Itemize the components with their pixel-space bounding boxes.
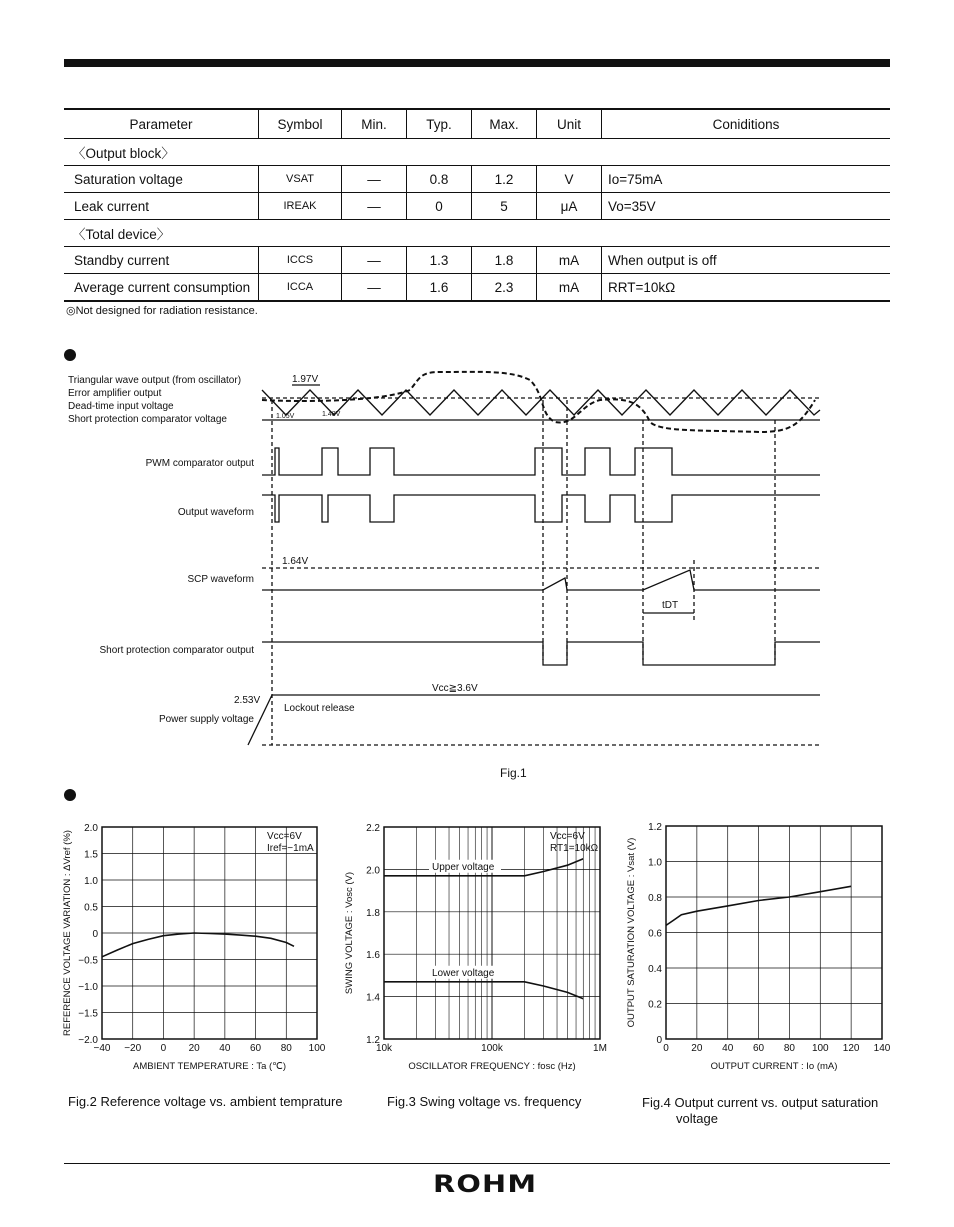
cell-min: — [342,247,407,274]
cell-min: — [342,274,407,302]
fig3-caption: Fig.3 Swing voltage vs. frequency [387,1094,582,1109]
y-tick-label: −1.5 [78,1008,98,1020]
y-tick-label: 0 [92,929,98,940]
value-253v: 2.53V [234,695,261,706]
electrical-characteristics-table [64,108,890,302]
x-axis-label: OSCILLATOR FREQUENCY : fosc (Hz) [408,1061,576,1072]
series-label: Lower voltage [432,967,495,979]
x-tick-label: 60 [250,1043,262,1054]
y-tick-label: 1.4 [366,992,380,1004]
cell-symbol: IREAK [259,193,342,220]
x-tick-label: −40 [93,1043,111,1054]
table-header-row [64,109,890,139]
label-deadtime: Dead-time input voltage [68,401,174,412]
section-bullet-icon [64,789,76,801]
table-group-row [64,220,890,247]
x-tick-label: 0 [663,1043,669,1054]
value-105v: 1.05V [276,413,295,420]
spc-output-wave [262,642,820,665]
cell-min: — [342,166,407,193]
annotation: Vcc=6V [550,831,585,842]
fig4-caption-line2: voltage [676,1111,718,1126]
cell-cond: When output is off [602,247,891,274]
cell-typ: 0 [407,193,472,220]
y-axis-label: REFERENCE VOLTAGE VARIATION : ΔVref (%) [62,830,73,1036]
value-148v: 1.48V [322,411,341,418]
cell-cond: Io=75mA [602,166,891,193]
header-unit: Unit [537,109,602,139]
x-tick-label: 40 [722,1043,734,1054]
group-label: 〈Output block〉 [64,139,890,166]
annotation: Iref=−1mA [267,843,314,854]
table-group-row [64,139,890,166]
annotation: RT1=10kΩ [550,843,599,854]
x-axis-label: OUTPUT CURRENT : Io (mA) [710,1061,838,1072]
cell-symbol: ICCA [259,274,342,302]
pwm-output-wave [262,448,820,475]
x-tick-label: 40 [219,1043,231,1054]
cell-unit: mA [537,274,602,302]
series-line [384,982,583,999]
y-tick-label: 1.2 [648,822,662,833]
y-tick-label: 1.2 [366,1035,380,1046]
x-axis-label: AMBIENT TEMPERATURE : Ta (℃) [132,1061,287,1072]
y-tick-label: 1.8 [366,907,380,919]
group-label: 〈Total device〉 [64,220,890,247]
y-tick-label: −2.0 [78,1035,98,1046]
y-tick-label: 1.0 [84,876,98,887]
x-tick-label: 140 [873,1043,891,1054]
y-tick-label: 1.5 [84,849,98,861]
cell-max: 1.8 [472,247,537,274]
cell-max: 5 [472,193,537,220]
scp-wave [262,570,820,590]
x-tick-label: 120 [842,1043,860,1054]
label-short-voltage: Short protection comparator voltage [68,414,227,425]
y-tick-label: 0.4 [648,964,662,975]
label-tdt: tDT [662,600,679,611]
x-tick-label: 100k [481,1043,503,1054]
value-vcc: Vcc≧3.6V [432,683,478,694]
y-axis-label: OUTPUT SATURATION VOLTAGE : Vsat (V) [626,837,637,1028]
output-wave [262,495,820,522]
series-label: Upper voltage [432,861,495,873]
chart-saturation-voltage [622,810,897,1085]
label-error-amp: Error amplifier output [68,388,162,399]
y-tick-label: 1.6 [366,950,380,962]
x-tick-label: 10k [375,1043,393,1054]
x-tick-label: 0 [160,1043,167,1054]
cell-typ: 0.8 [407,166,472,193]
table-row [64,274,890,302]
x-tick-label: 20 [188,1043,200,1054]
table-row [64,193,890,220]
cell-min: — [342,193,407,220]
y-tick-label: 1.0 [648,857,662,869]
cell-typ: 1.6 [407,274,472,302]
cell-unit: mA [537,247,602,274]
y-tick-label: −0.5 [78,955,98,967]
cell-param: Standby current [64,247,259,274]
label-psv: Power supply voltage [158,714,254,725]
header-rule [64,59,890,67]
label-output: Output waveform [177,507,254,518]
fig2-caption: Fig.2 Reference voltage vs. ambient temprature [68,1094,343,1109]
cell-symbol: VSAT [259,166,342,193]
y-tick-label: 0.5 [84,902,98,914]
timing-diagram [0,360,954,790]
label-scp: SCP waveform [187,574,254,585]
rohm-logo: ROHM [433,1170,538,1198]
x-tick-label: 60 [753,1043,765,1054]
cell-typ: 1.3 [407,247,472,274]
cell-unit: V [537,166,602,193]
chart-ref-voltage [50,815,340,1085]
header-max: Max. [472,109,537,139]
y-tick-label: 0 [656,1035,662,1046]
y-tick-label: 0.2 [648,999,662,1011]
cell-param: Average current consumption [64,274,259,302]
table-row [64,247,890,274]
footnote: ◎Not designed for radiation resistance. [66,305,258,317]
y-tick-label: 2.0 [366,865,380,877]
cell-param: Leak current [64,193,259,220]
fig1-caption: Fig.1 [500,766,527,780]
chart-swing-voltage [340,815,620,1085]
y-tick-label: 2.0 [84,823,98,834]
cell-max: 1.2 [472,166,537,193]
cell-max: 2.3 [472,274,537,302]
y-tick-label: −1.0 [78,982,98,993]
header-parameter: Parameter [64,109,259,139]
cell-cond: Vo=35V [602,193,891,220]
x-tick-label: 1M [593,1043,607,1054]
x-tick-label: −20 [124,1043,142,1054]
cell-cond: RRT=10kΩ [602,274,891,302]
header-conditions: Coniditions [602,109,891,139]
label-triangular: Triangular wave output (from oscillator) [68,375,242,386]
y-tick-label: 0.6 [648,928,662,940]
value-164v: 1.64V [282,556,309,567]
label-lockout: Lockout release [284,703,355,714]
table-row [64,166,890,193]
value-197v: 1.97V [292,374,319,385]
header-typ: Typ. [407,109,472,139]
footer-rule [64,1163,890,1164]
cell-symbol: ICCS [259,247,342,274]
y-tick-label: 2.2 [366,823,380,834]
label-spco: Short protection comparator output [99,645,254,656]
triangle-wave [262,390,820,415]
x-tick-label: 20 [691,1043,703,1054]
x-tick-label: 80 [783,1043,795,1054]
header-min: Min. [342,109,407,139]
cell-param: Saturation voltage [64,166,259,193]
cell-unit: μA [537,193,602,220]
header-symbol: Symbol [259,109,342,139]
y-axis-label: SWING VOLTAGE : Vosc (V) [344,871,355,995]
x-tick-label: 100 [811,1043,829,1054]
annotation: Vcc=6V [267,831,302,842]
x-tick-label: 80 [280,1043,292,1054]
fig4-caption-line1: Fig.4 Output current vs. output saturation [642,1095,879,1110]
label-pwm: PWM comparator output [145,458,254,469]
series-line [102,933,294,957]
y-tick-label: 0.8 [648,893,662,904]
x-tick-label: 100 [308,1043,326,1054]
